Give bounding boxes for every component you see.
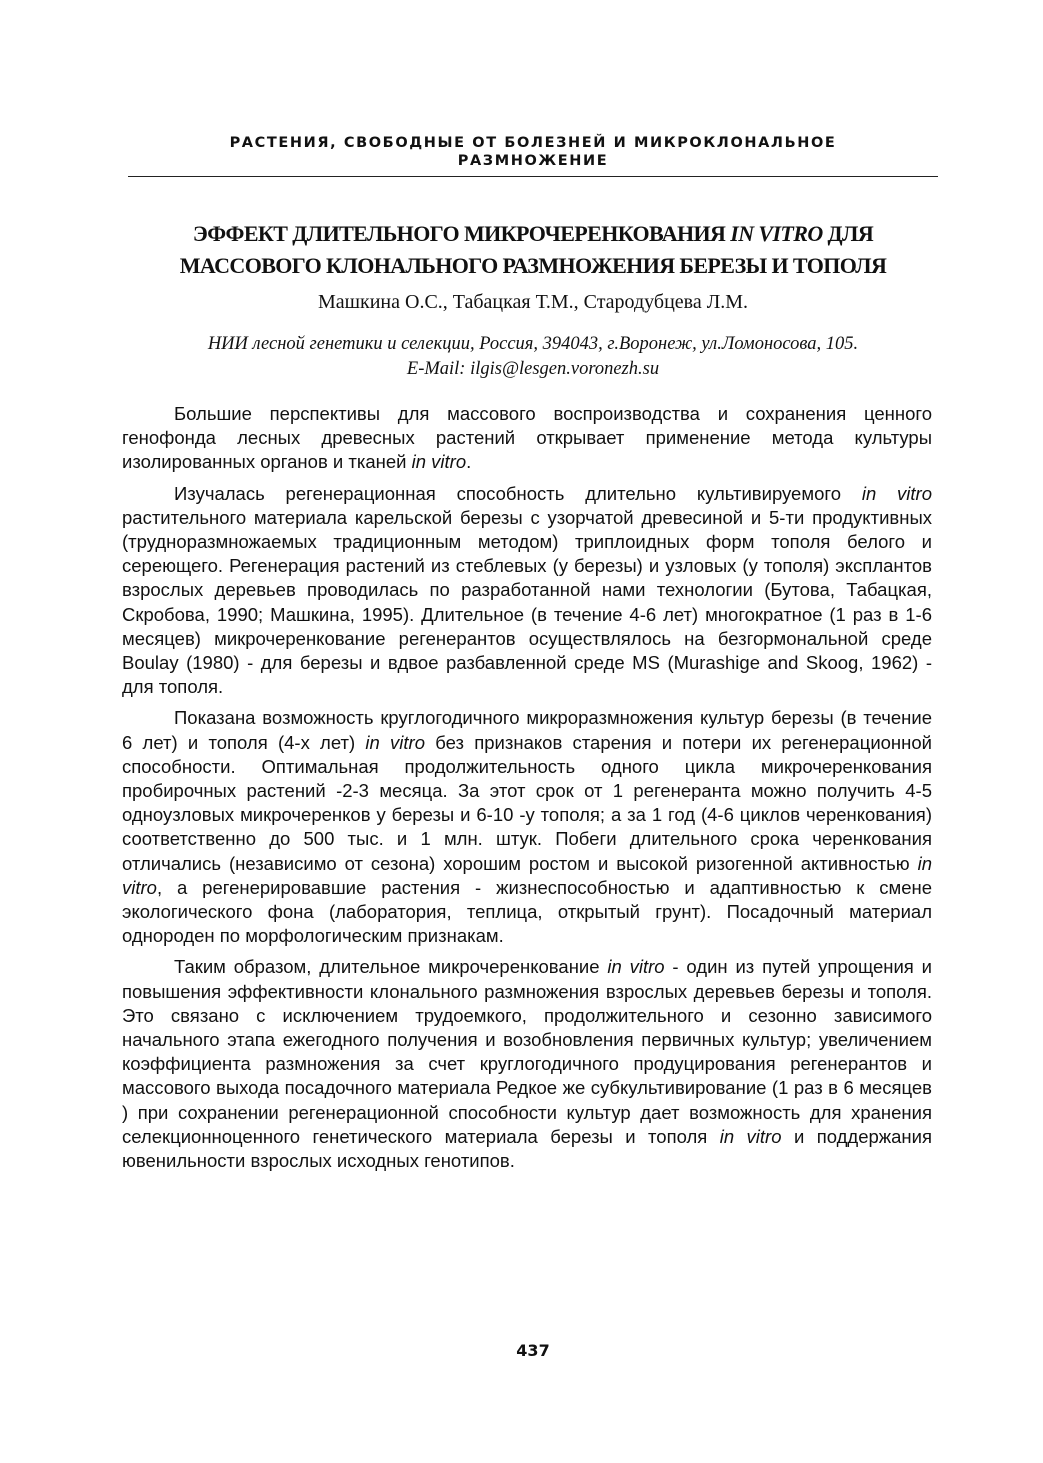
title-in-vitro: IN VITRO	[730, 221, 823, 246]
article-body	[122, 402, 932, 1180]
title-line-1-end: ДЛЯ	[822, 221, 874, 246]
running-head-line-2: РАЗМНОЖЕНИЕ	[457, 153, 609, 169]
affiliation-email: E-Mail: ilgis@lesgen.voronezh.su	[406, 359, 660, 379]
authors: Машкина О.С., Табацкая Т.М., Стародубцева Л.М.	[317, 291, 749, 313]
p4-text-a: Таким образом, длительное микрочеренкование	[174, 956, 608, 978]
title-line-1-text: ЭФФЕКТ ДЛИТЕЛЬНОГО МИКРОЧЕРЕНКОВАНИЯ	[192, 221, 731, 246]
p4-text-e: и поддержания ювенильности взрослых исходных генотипов.	[122, 1125, 932, 1172]
p1-text-c: .	[466, 451, 472, 473]
title-line-1	[128, 218, 938, 250]
article-title	[128, 218, 938, 282]
p4-text-c: - один из путей упрощения и повышения эффективности клонального размножения взрослых деревьев березы и тополя. Это связано с исключением трудоемкого, продолжительного и сезонно зависимого начального этапа ежегодного получения и возобновления первичных культур; увеличением коэффициента размножения за счет круглогодичного продуцирования регенерантов и массового выхода посадочного материала Редкое же субкультивирование (1 раз в 6 месяцев ) при сохранении регенерационной способности культур дает возможность для хранения селекционноценного генетического материала березы и тополя	[122, 956, 932, 1147]
paragraph-3	[122, 706, 932, 948]
p2-in-vitro: in vitro	[861, 482, 933, 504]
page-number: 437	[516, 1341, 550, 1360]
p3-text-e: , а регенерировавшие растения - жизнеспособностью и адаптивностью к смене экологического фона (лаборатория, теплица, открытый грунт). Посадочный материал однороден по морфологическим признакам.	[122, 876, 932, 947]
paragraph-4	[122, 955, 932, 1173]
p3-in-vitro-1: in vitro	[365, 731, 425, 753]
affiliation	[128, 332, 938, 382]
running-head-line-1: РАСТЕНИЯ, СВОБОДНЫЕ ОТ БОЛЕЗНЕЙ И МИКРОКЛОНАЛЬНОЕ	[229, 135, 837, 151]
running-head	[128, 134, 938, 170]
title-line-2: МАССОВОГО КЛОНАЛЬНОГО РАЗМНОЖЕНИЯ БЕРЕЗЫ И ТОПОЛЯ	[179, 253, 887, 278]
p3-text-a: Показана возможность круглогодичного микроразмножения культур березы (в течение 6 лет) и тополя (4-х лет)	[122, 707, 932, 753]
p2-text-c: растительного материала карельской березы с узорчатой древесиной и 5-ти продуктивных (трудноразмножаемых традиционным методом) триплоидных форм тополя белого и сереющего. Регенерация растений из стеблевых (у березы) и узловых (у тополя) эксплантов взрослых деревьев проводилась по разработанной нами технологии (Бутова, Табацкая, Скробова, 1990; Машкина, 1995). Длительное (в течение 4-6 лет) многократное (1 раз в 1-6 месяцев) микрочеренкование регенерантов осуществлялось на безгормональной среде Boulay (1980) - для березы и вдвое разбавленной среде MS (Murashige and Skoog, 1962) - для тополя.	[122, 506, 932, 698]
p1-text-a: Большие перспективы для массового воспроизводства и сохранения ценного генофонда лесных древесных растений открывает применение метода культуры изолированных органов и тканей	[122, 403, 932, 473]
paragraph-1	[122, 402, 932, 475]
p2-text-a: Изучалась регенерационная способность длительно культивируемого	[174, 482, 862, 504]
affiliation-address: НИИ лесной генетики и селекции, Россия, 394043, г.Воронеж, ул.Ломоносова, 105.	[207, 334, 859, 354]
p4-in-vitro-2: in vitro	[719, 1125, 782, 1147]
p3-text-c: без признаков старения и потери их регенерационной способности. Оптимальная продолжительность одного цикла микрочеренкования пробирочных растений -2-3 месяца. За этот срок от 1 регенеранта можно получить 4-5 одноузловых микрочеренков у березы и 6-10 -у тополя; а за 1 год (4-6 циклов черенкования) соответственно до 500 тыс. и 1 млн. штук. Побеги длительного срока черенкования отличались (независимо от сезона) хорошим ростом и высокой ризогенной активностью	[122, 731, 932, 874]
paragraph-2	[122, 482, 932, 700]
header-rule	[128, 176, 938, 177]
p1-in-vitro: in vitro	[411, 451, 467, 473]
p4-in-vitro-1: in vitro	[607, 956, 665, 978]
p3-in-vitro-2: in vitro	[122, 852, 932, 898]
